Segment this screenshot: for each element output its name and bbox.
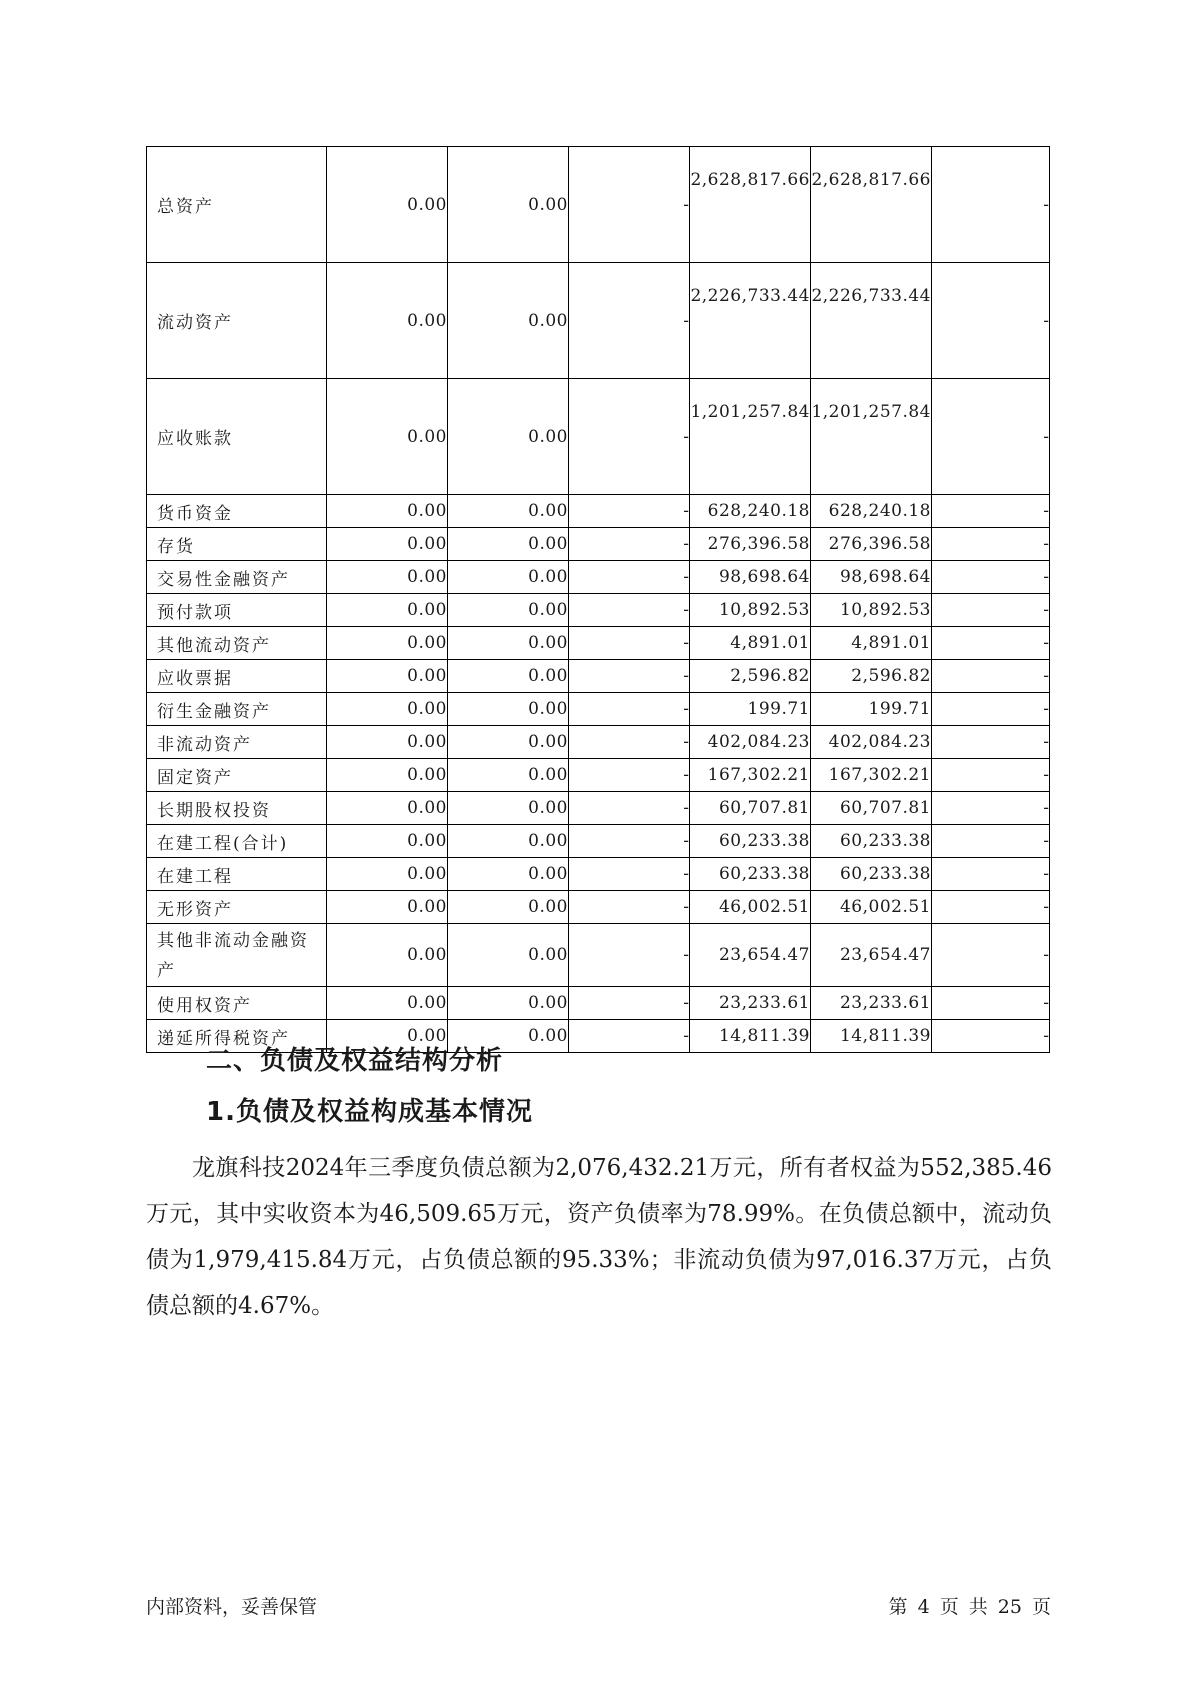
cell-value: 0.00 [327, 726, 448, 759]
cell-value: - [932, 594, 1050, 627]
cell-value: 23,233.61 [690, 987, 811, 1020]
cell-value: 60,233.38 [690, 858, 811, 891]
cell-value: - [932, 924, 1050, 987]
cell-value: 0.00 [327, 263, 448, 379]
row-label: 流动资产 [147, 263, 327, 379]
cell-value: 2,226,733.44 [690, 263, 811, 379]
cell-value: - [569, 660, 690, 693]
cell-value: - [932, 528, 1050, 561]
row-label: 无形资产 [147, 891, 327, 924]
cell-value: 0.00 [327, 528, 448, 561]
cell-value: 23,654.47 [811, 924, 932, 987]
table-row [147, 693, 1050, 726]
cell-value: 0.00 [327, 379, 448, 495]
cell-value: - [569, 561, 690, 594]
table-row [147, 594, 1050, 627]
cell-value: 10,892.53 [811, 594, 932, 627]
cell-value: 0.00 [448, 693, 569, 726]
table-row [147, 660, 1050, 693]
cell-value: - [932, 825, 1050, 858]
cell-value: - [569, 759, 690, 792]
cell-value: 402,084.23 [690, 726, 811, 759]
cell-value: 60,233.38 [811, 858, 932, 891]
cell-value: 10,892.53 [690, 594, 811, 627]
cell-value: 2,628,817.66 [811, 147, 932, 263]
cell-value: - [932, 263, 1050, 379]
cell-value: 0.00 [448, 263, 569, 379]
cell-value: 0.00 [448, 1020, 569, 1053]
cell-value: - [569, 263, 690, 379]
cell-value: 0.00 [327, 693, 448, 726]
cell-value: 0.00 [448, 627, 569, 660]
cell-value: 14,811.39 [690, 1020, 811, 1053]
table-row [147, 627, 1050, 660]
cell-value: 0.00 [327, 792, 448, 825]
cell-value: 0.00 [327, 660, 448, 693]
cell-value: - [569, 792, 690, 825]
cell-value: 0.00 [327, 627, 448, 660]
cell-value: 0.00 [448, 825, 569, 858]
asset-table [146, 146, 1050, 1053]
table-row [147, 987, 1050, 1020]
cell-value: 199.71 [690, 693, 811, 726]
cell-value: 46,002.51 [690, 891, 811, 924]
cell-value: 628,240.18 [690, 495, 811, 528]
cell-value: 2,596.82 [690, 660, 811, 693]
cell-value: - [569, 495, 690, 528]
cell-value: 1,201,257.84 [690, 379, 811, 495]
cell-value: 0.00 [448, 759, 569, 792]
cell-value: 167,302.21 [811, 759, 932, 792]
cell-value: - [569, 1020, 690, 1053]
cell-value: 276,396.58 [690, 528, 811, 561]
row-label: 衍生金融资产 [147, 693, 327, 726]
cell-value: 46,002.51 [811, 891, 932, 924]
section-subheading: 1.负债及权益构成基本情况 [206, 1097, 533, 1127]
cell-value: 0.00 [327, 495, 448, 528]
cell-value: 0.00 [448, 858, 569, 891]
cell-value: - [932, 495, 1050, 528]
cell-value: - [932, 792, 1050, 825]
cell-value: - [932, 147, 1050, 263]
row-label: 其他非流动金融资产 [147, 924, 327, 987]
table-row [147, 924, 1050, 987]
cell-value: 628,240.18 [811, 495, 932, 528]
cell-value: 0.00 [448, 495, 569, 528]
cell-value: 98,698.64 [690, 561, 811, 594]
cell-value: - [932, 660, 1050, 693]
cell-value: 0.00 [448, 594, 569, 627]
row-label: 总资产 [147, 147, 327, 263]
cell-value: 276,396.58 [811, 528, 932, 561]
cell-value: 60,233.38 [690, 825, 811, 858]
cell-value: 0.00 [448, 726, 569, 759]
row-label: 应收账款 [147, 379, 327, 495]
table-row [147, 561, 1050, 594]
cell-value: - [932, 627, 1050, 660]
table-row [147, 891, 1050, 924]
cell-value: 402,084.23 [811, 726, 932, 759]
cell-value: 2,226,733.44 [811, 263, 932, 379]
table-row [147, 495, 1050, 528]
cell-value: 0.00 [448, 891, 569, 924]
table-row [147, 825, 1050, 858]
row-label: 长期股权投资 [147, 792, 327, 825]
cell-value: - [569, 726, 690, 759]
page-number: 第 4 页 共 25 页 [888, 1596, 1051, 1618]
cell-value: 0.00 [327, 561, 448, 594]
table-row [147, 726, 1050, 759]
cell-value: 0.00 [448, 924, 569, 987]
row-label: 在建工程(合计) [147, 825, 327, 858]
table-row [147, 379, 1050, 495]
table-row [147, 263, 1050, 379]
cell-value: - [569, 891, 690, 924]
cell-value: 0.00 [327, 825, 448, 858]
row-label: 非流动资产 [147, 726, 327, 759]
cell-value: 0.00 [448, 792, 569, 825]
table-row [147, 759, 1050, 792]
cell-value: - [569, 924, 690, 987]
cell-value: - [569, 594, 690, 627]
cell-value: 0.00 [448, 147, 569, 263]
cell-value: 0.00 [327, 594, 448, 627]
cell-value: - [569, 528, 690, 561]
cell-value: - [932, 987, 1050, 1020]
cell-value: 0.00 [327, 759, 448, 792]
row-label: 使用权资产 [147, 987, 327, 1020]
cell-value: 23,233.61 [811, 987, 932, 1020]
cell-value: 0.00 [327, 924, 448, 987]
table-row [147, 792, 1050, 825]
cell-value: 0.00 [448, 561, 569, 594]
cell-value: 1,201,257.84 [811, 379, 932, 495]
row-label: 存货 [147, 528, 327, 561]
cell-value: 0.00 [448, 660, 569, 693]
cell-value: 0.00 [327, 858, 448, 891]
cell-value: 0.00 [448, 987, 569, 1020]
row-label: 货币资金 [147, 495, 327, 528]
cell-value: 0.00 [327, 1020, 448, 1053]
table-row [147, 528, 1050, 561]
cell-value: 4,891.01 [690, 627, 811, 660]
table-row [147, 147, 1050, 263]
row-label: 固定资产 [147, 759, 327, 792]
cell-value: - [569, 825, 690, 858]
cell-value: - [569, 858, 690, 891]
cell-value: - [569, 147, 690, 263]
row-label: 预付款项 [147, 594, 327, 627]
body-paragraph: 龙旗科技2024年三季度负债总额为2,076,432.21万元，所有者权益为552,385.46万元，其中实收资本为46,509.65万元，资产负债率为78.99%。在负债总额中，流动负债为1,979,415.84万元，占负债总额的95.33%；非流动负债为97,016.37万元，占负债总额的4.67%。 [146, 1155, 1052, 1319]
cell-value: 0.00 [448, 379, 569, 495]
cell-value: 60,233.38 [811, 825, 932, 858]
cell-value: 0.00 [327, 987, 448, 1020]
row-label: 其他流动资产 [147, 627, 327, 660]
cell-value: 60,707.81 [811, 792, 932, 825]
cell-value: 0.00 [327, 891, 448, 924]
row-label: 交易性金融资产 [147, 561, 327, 594]
cell-value: 60,707.81 [690, 792, 811, 825]
cell-value: 0.00 [327, 147, 448, 263]
cell-value: - [932, 1020, 1050, 1053]
cell-value: 0.00 [448, 528, 569, 561]
cell-value: - [932, 379, 1050, 495]
cell-value: - [932, 726, 1050, 759]
row-label: 递延所得税资产 [147, 1020, 327, 1053]
cell-value: 167,302.21 [690, 759, 811, 792]
cell-value: 2,596.82 [811, 660, 932, 693]
cell-value: 199.71 [811, 693, 932, 726]
cell-value: - [932, 561, 1050, 594]
cell-value: 98,698.64 [811, 561, 932, 594]
cell-value: - [932, 858, 1050, 891]
cell-value: 4,891.01 [811, 627, 932, 660]
cell-value: - [569, 987, 690, 1020]
cell-value: 14,811.39 [811, 1020, 932, 1053]
row-label: 在建工程 [147, 858, 327, 891]
cell-value: - [569, 627, 690, 660]
cell-value: - [569, 379, 690, 495]
row-label: 应收票据 [147, 660, 327, 693]
section-heading: 二、负债及权益结构分析 [206, 1046, 504, 1076]
cell-value: - [932, 693, 1050, 726]
cell-value: - [932, 759, 1050, 792]
footer-confidential-note: 内部资料，妥善保管 [146, 1596, 318, 1618]
cell-value: - [932, 891, 1050, 924]
cell-value: 23,654.47 [690, 924, 811, 987]
cell-value: - [569, 693, 690, 726]
cell-value: 2,628,817.66 [690, 147, 811, 263]
table-row [147, 858, 1050, 891]
